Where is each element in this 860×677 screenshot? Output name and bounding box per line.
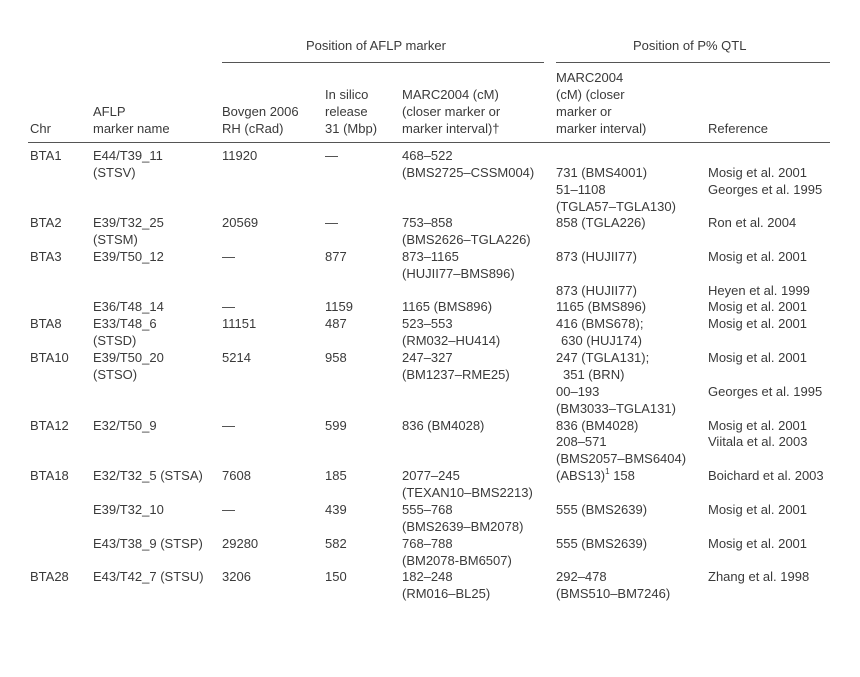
cell-qtl: 1165 (BMS896) [556,299,647,314]
cell-reference: Mosig et al. 2001 [708,165,808,180]
cell-chr: BTA3 [30,249,62,264]
cell-aflp: E39/T50_20 [93,350,164,365]
col-header-marc-qtl-4: marker interval) [556,121,647,136]
cell-qtl: 873 (HUJII77) [556,283,637,298]
cell-qtl: 51–1108 [556,182,606,197]
cell-bovgen: — [222,502,235,517]
cell-chr: BTA2 [30,215,62,230]
cell-aflp: (STSD) [93,333,137,348]
cell-qtl: 555 (BMS2639) [556,502,648,517]
cell-qtl: (BMS2057–BMS6404) [556,451,687,466]
cell-qtl: 351 (BRN) [563,367,625,382]
cell-reference: Mosig et al. 2001 [708,249,808,264]
col-header-insilico-2: release [325,104,368,119]
cell-bovgen: 29280 [222,536,259,551]
cell-reference: Viitala et al. 2003 [708,434,808,449]
group-header-qtl: Position of P% QTL [633,38,747,53]
cell-chr: BTA28 [30,569,69,584]
cell-bovgen: 3206 [222,569,251,584]
cell-reference: Mosig et al. 2001 [708,316,808,331]
cell-aflp: E39/T32_10 [93,502,164,517]
cell-aflp: (STSO) [93,367,138,382]
cell-marc: 523–553 [402,316,453,331]
cell-bovgen: — [222,249,235,264]
cell-bovgen: 7608 [222,468,251,483]
cell-qtl: 731 (BMS4001) [556,165,648,180]
cell-chr: BTA1 [30,148,62,163]
cell-bovgen: 20569 [222,215,259,230]
cell-marc: 182–248 [402,569,453,584]
col-header-aflp-1: AFLP [93,104,126,119]
cell-bovgen: — [222,418,235,433]
cell-bovgen: — [222,299,235,314]
cell-chr: BTA12 [30,418,69,433]
cell-insilico: — [325,148,338,163]
cell-insilico: 958 [325,350,347,365]
cell-marc: 468–522 [402,148,453,163]
cell-qtl-value: 158 [609,468,635,483]
col-header-marc-aflp-1: MARC2004 (cM) [402,87,499,102]
col-header-marc-qtl-1: MARC2004 [556,70,624,85]
cell-aflp: E43/T38_9 (STSP) [93,536,203,551]
col-header-reference: Reference [708,121,768,136]
col-header-marc-aflp-3: marker interval)† [402,121,500,136]
footnote-marker: 1 [605,466,610,476]
cell-reference: Mosig et al. 2001 [708,299,808,314]
cell-qtl: (TGLA57–TGLA130) [556,199,676,214]
cell-marc: 1165 (BMS896) [402,299,493,314]
cell-insilico: 185 [325,468,347,483]
cell-aflp: E39/T32_25 [93,215,164,230]
cell-chr: BTA10 [30,350,69,365]
cell-insilico: 150 [325,569,347,584]
cell-chr: BTA18 [30,468,69,483]
cell-reference: Mosig et al. 2001 [708,536,808,551]
cell-reference: Georges et al. 1995 [708,384,823,399]
cell-aflp: E39/T50_12 [93,249,164,264]
col-header-bovgen-2: RH (cRad) [222,121,284,136]
cell-qtl: 00–193 [556,384,600,399]
cell-marc: 836 (BM4028) [402,418,485,433]
group-header-aflp: Position of AFLP marker [306,38,446,53]
cell-marc: 2077–245 [402,468,460,483]
cell-chr: BTA8 [30,316,62,331]
cell-qtl: 873 (HUJII77) [556,249,637,264]
cell-qtl: 416 (BMS678); [556,316,644,331]
cell-marc: 247–327 [402,350,453,365]
cell-insilico: 1159 [325,299,353,314]
col-header-aflp-2: marker name [93,121,170,136]
cell-reference: Zhang et al. 1998 [708,569,810,584]
cell-reference: Mosig et al. 2001 [708,350,808,365]
cell-marc: (RM032–HU414) [402,333,501,348]
col-header-chr: Chr [30,121,51,136]
cell-marc: 768–788 [402,536,453,551]
cell-reference: Boichard et al. 2003 [708,468,824,483]
cell-marc: (BMS2626–TGLA226) [402,232,531,247]
cell-aflp: E43/T42_7 (STSU) [93,569,204,584]
cell-marc: (HUJII77–BMS896) [402,266,515,281]
cell-qtl: 630 (HUJ174) [561,333,642,348]
cell-marc: (BMS2725–CSSM004) [402,165,535,180]
col-header-bovgen-1: Bovgen 2006 [222,104,299,119]
cell-marc: 873–1165 [402,249,459,264]
cell-qtl-marker: (ABS13) [556,468,606,483]
cell-qtl: (BMS510–BM7246) [556,586,671,601]
cell-marc: (BM1237–RME25) [402,367,510,382]
col-header-marc-qtl-3: marker or [556,104,612,119]
col-header-insilico-1: In silico [325,87,369,102]
col-header-insilico-3: 31 (Mbp) [325,121,378,136]
cell-aflp: (STSM) [93,232,138,247]
cell-aflp: (STSV) [93,165,136,180]
cell-marc: (BMS2639–BM2078) [402,519,524,534]
rule-qtl-group [556,62,830,63]
cell-marc: (BM2078-BM6507) [402,553,512,568]
cell-reference: Georges et al. 1995 [708,182,823,197]
cell-reference: Heyen et al. 1999 [708,283,810,298]
cell-reference: Mosig et al. 2001 [708,418,808,433]
cell-bovgen: 11151 [222,316,257,331]
cell-marc: 555–768 [402,502,453,517]
cell-aflp: E32/T50_9 [93,418,157,433]
cell-insilico: 582 [325,536,347,551]
cell-qtl: 247 (TGLA131); [556,350,650,365]
cell-qtl: 208–571 [556,434,607,449]
cell-bovgen: 5214 [222,350,251,365]
cell-insilico: 877 [325,249,347,264]
rule-header-bottom [28,142,830,143]
cell-reference: Ron et al. 2004 [708,215,797,230]
cell-marc: (TEXAN10–BMS2213) [402,485,533,500]
cell-insilico: 599 [325,418,347,433]
cell-aflp: E44/T39_11 [93,148,163,163]
cell-bovgen: 11920 [222,148,258,163]
cell-qtl: 858 (TGLA226) [556,215,646,230]
rule-aflp-group [222,62,544,63]
cell-qtl [556,468,635,485]
cell-qtl: 555 (BMS2639) [556,536,648,551]
cell-insilico: — [325,215,338,230]
cell-aflp: E33/T48_6 [93,316,157,331]
cell-insilico: 439 [325,502,347,517]
cell-marc: 753–858 [402,215,453,230]
cell-marc: (RM016–BL25) [402,586,491,601]
cell-insilico: 487 [325,316,347,331]
cell-aflp: E36/T48_14 [93,299,164,314]
cell-qtl: 836 (BM4028) [556,418,639,433]
col-header-marc-qtl-2: (cM) (closer [556,87,625,102]
cell-aflp: E32/T32_5 (STSA) [93,468,203,483]
col-header-marc-aflp-2: (closer marker or [402,104,501,119]
cell-reference: Mosig et al. 2001 [708,502,808,517]
cell-qtl: 292–478 [556,569,607,584]
cell-qtl: (BM3033–TGLA131) [556,401,676,416]
